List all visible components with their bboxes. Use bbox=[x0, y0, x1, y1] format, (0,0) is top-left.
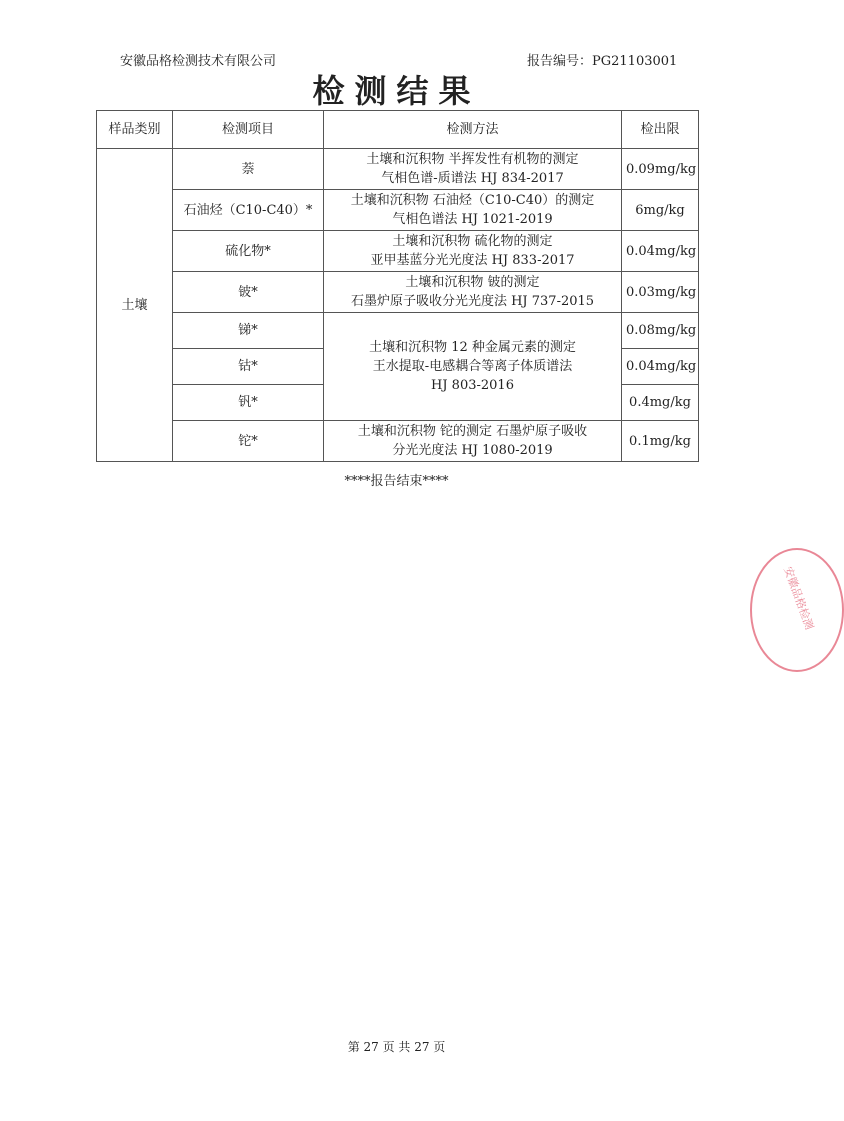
item-cell: 萘 bbox=[173, 149, 324, 190]
shared-method-cell bbox=[324, 313, 622, 421]
limit-cell: 0.4mg/kg bbox=[622, 385, 699, 421]
item-cell: 铍* bbox=[173, 272, 324, 313]
col-header-item: 检测项目 bbox=[173, 111, 324, 149]
table-row bbox=[97, 421, 699, 462]
page-number: 第 27 页 共 27 页 bbox=[347, 1040, 446, 1054]
limit-cell: 0.1mg/kg bbox=[622, 421, 699, 462]
item-cell: 铊* bbox=[173, 421, 324, 462]
col-header-method: 检测方法 bbox=[324, 111, 622, 149]
method-cell bbox=[324, 190, 622, 231]
limit-cell: 0.09mg/kg bbox=[622, 149, 699, 190]
table-header-row bbox=[97, 111, 699, 149]
item-cell: 钴* bbox=[173, 349, 324, 385]
report-end-mark: ****报告结束**** bbox=[344, 474, 449, 489]
table-row bbox=[97, 231, 699, 272]
table-row bbox=[97, 272, 699, 313]
limit-cell: 6mg/kg bbox=[622, 190, 699, 231]
method-line: 石墨炉原子吸收分光光度法 HJ 737-2015 bbox=[350, 294, 595, 309]
limit-cell: 0.04mg/kg bbox=[622, 231, 699, 272]
method-line: 王水提取-电感耦合等离子体质谱法 bbox=[372, 359, 573, 374]
col-header-category: 样品类别 bbox=[97, 111, 173, 149]
method-line: 气相色谱法 HJ 1021-2019 bbox=[392, 212, 553, 227]
limit-cell: 0.03mg/kg bbox=[622, 272, 699, 313]
method-line: 土壤和沉积物 石油烃（C10-C40）的测定 bbox=[350, 193, 595, 208]
method-cell bbox=[324, 272, 622, 313]
table-row bbox=[97, 149, 699, 190]
method-line: 土壤和沉积物 半挥发性有机物的测定 bbox=[366, 152, 579, 167]
report-number: 报告编号：PG21103001 bbox=[527, 54, 678, 69]
method-line: 气相色谱-质谱法 HJ 834-2017 bbox=[381, 171, 564, 186]
method-line: 土壤和沉积物 铍的测定 bbox=[405, 275, 540, 290]
seal-stamp bbox=[750, 548, 844, 672]
item-cell: 钒* bbox=[173, 385, 324, 421]
item-cell: 硫化物* bbox=[173, 231, 324, 272]
page-title: 检测结果 bbox=[312, 72, 481, 110]
company-name: 安徽品格检测技术有限公司 bbox=[120, 54, 277, 69]
method-line: 土壤和沉积物 硫化物的测定 bbox=[392, 234, 553, 249]
results-table bbox=[96, 110, 699, 462]
method-line: HJ 803-2016 bbox=[431, 378, 514, 393]
method-cell bbox=[324, 231, 622, 272]
table-row bbox=[97, 313, 699, 349]
limit-cell: 0.08mg/kg bbox=[622, 313, 699, 349]
table-row bbox=[97, 190, 699, 231]
col-header-limit: 检出限 bbox=[622, 111, 699, 149]
method-line: 土壤和沉积物 铊的测定 石墨炉原子吸收 bbox=[357, 424, 588, 439]
category-cell: 土壤 bbox=[97, 149, 173, 462]
method-cell bbox=[324, 149, 622, 190]
item-cell: 石油烃（C10-C40）* bbox=[173, 190, 324, 231]
seal-text: 安徽品格检测 bbox=[781, 564, 816, 632]
method-line: 分光光度法 HJ 1080-2019 bbox=[392, 443, 553, 458]
method-cell bbox=[324, 421, 622, 462]
limit-cell: 0.04mg/kg bbox=[622, 349, 699, 385]
item-cell: 锑* bbox=[173, 313, 324, 349]
method-line: 亚甲基蓝分光光度法 HJ 833-2017 bbox=[370, 253, 575, 268]
method-line: 土壤和沉积物 12 种金属元素的测定 bbox=[369, 340, 576, 355]
